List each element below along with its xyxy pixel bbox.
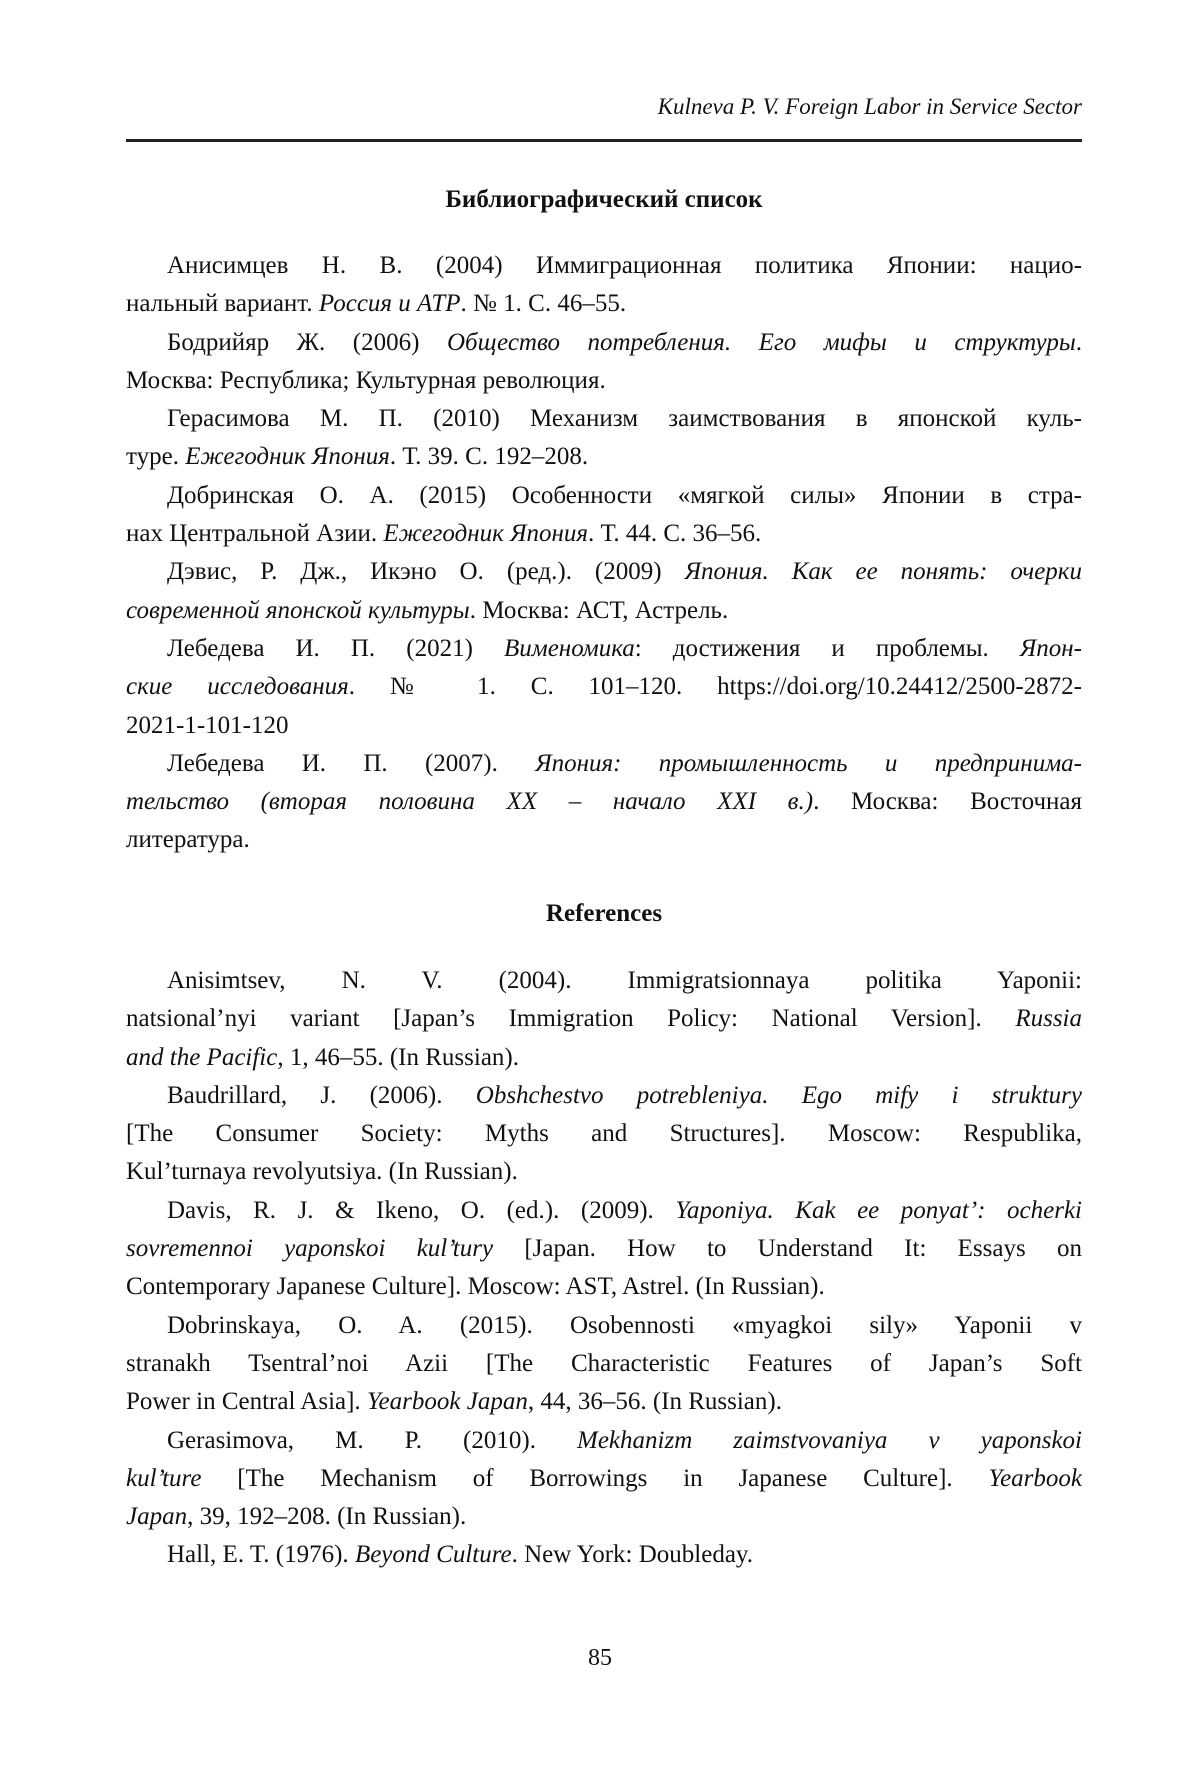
italic-title-text: Ежегодник Япония [185,443,390,470]
bibliography-heading: Библиографический список [126,186,1082,214]
references-list [126,962,1082,1575]
reference-text: stranakh Tsentral’noi Azii [The Characteristic Features of Japan’s Soft [126,1350,1082,1377]
reference-text: Лебедева И. П. (2021) [167,635,504,662]
bibliography-list [126,247,1082,860]
reference-line [126,707,1082,745]
reference-line [126,438,1082,476]
reference-text: Anisimtsev, N. V. (2004). Immigratsionnaya politika Yaponii: [167,967,1082,994]
reference-text: Москва: Республика; Культурная революция. [126,367,606,394]
reference-text: Power in Central Asia]. [126,1388,367,1415]
reference-text: Дэвис, Р. Дж., Икэно О. (ред.). (2009) [167,558,685,585]
reference-text: [The Consumer Society: Myths and Structures]. Moscow: Respublika, [126,1120,1082,1147]
reference-line [126,1039,1082,1077]
reference-line [126,477,1082,515]
reference-entry [126,630,1082,745]
reference-line [126,1345,1082,1383]
italic-title-text: Yaponiya. Kak ee ponyat’: ocherki [675,1197,1082,1224]
italic-title-text: Beyond Culture [355,1541,512,1568]
reference-text: , 39, 192–208. (In Russian). [187,1503,466,1530]
reference-text: нальный вариант. [126,290,319,317]
reference-line [126,745,1082,783]
reference-text: литература. [126,826,250,853]
reference-text: 2021-1-101-120 [126,712,288,739]
italic-title-text: Japan [126,1503,187,1530]
reference-text: туре. [126,443,185,470]
reference-entry [126,745,1082,860]
reference-text: . [1076,329,1082,356]
italic-title-text: ские исследования [126,673,349,700]
references-heading: References [126,900,1082,928]
reference-entry [126,477,1082,554]
reference-line [126,285,1082,323]
reference-line [126,592,1082,630]
reference-text: natsional’nyi variant [Japan’s Immigration Policy: National Version]. [126,1005,1015,1032]
reference-text: [The Mechanism of Borrowings in Japanese Culture]. [201,1465,988,1492]
reference-line [126,1230,1082,1268]
italic-title-text: and the Pacific [126,1044,277,1071]
reference-text: . Москва: АСТ, Астрель. [470,597,728,624]
italic-title-text: Ежегодник Япония [383,520,588,547]
italic-title-text: Mekhanizm zaimstvovaniya v yaponskoi [577,1427,1082,1454]
reference-text: . Т. 44. С. 36–56. [588,520,761,547]
reference-text: Добринская О. А. (2015) Особенности «мягкой силы» Японии в стра- [167,482,1082,509]
reference-entry [126,247,1082,324]
reference-text: Dobrinskaya, O. A. (2015). Osobennosti «myagkoi sily» Yaponii v [167,1312,1082,1339]
reference-text: . Т. 39. С. 192–208. [390,443,588,470]
italic-title-text: Вименомика [504,635,635,662]
italic-title-text: современной японской культуры [126,597,470,624]
reference-line [126,821,1082,859]
reference-text: [Japan. How to Understand It: Essays on [493,1235,1082,1262]
italic-title-text: sovremennoi yaponskoi kul’tury [126,1235,493,1262]
reference-text: . New York: Doubleday. [512,1541,753,1568]
reference-line [126,1422,1082,1460]
italic-title-text: Yearbook Japan [367,1388,528,1415]
reference-text: Davis, R. J. & Ikeno, O. (ed.). (2009). [167,1197,675,1224]
header-rule [126,139,1082,142]
italic-title-text: Russia [1015,1005,1082,1032]
reference-text: Анисимцев Н. В. (2004) Иммиграционная политика Японии: нацио- [167,252,1082,279]
italic-title-text: Yearbook [988,1465,1082,1492]
reference-entry [126,400,1082,477]
italic-title-text: Общество потребления. Его мифы и структуры [447,329,1076,356]
italic-title-text: Россия и АТР [319,290,461,317]
italic-title-text: Япония. Как ее понять: очерки [685,558,1082,585]
reference-entry [126,1307,1082,1422]
reference-text: Gerasimova, M. P. (2010). [167,1427,577,1454]
reference-line [126,324,1082,362]
italic-title-text: Obshchestvo potrebleniya. Ego mify i struktury [476,1082,1082,1109]
italic-title-text: Япония: промышленность и предпринима- [535,750,1082,777]
reference-line [126,400,1082,438]
reference-line [126,1153,1082,1191]
reference-line [126,1383,1082,1421]
reference-entry [126,553,1082,630]
reference-line [126,783,1082,821]
reference-line [126,247,1082,285]
reference-entry [126,1422,1082,1537]
reference-text: Baudrillard, J. (2006). [167,1082,476,1109]
reference-text: Contemporary Japanese Culture]. Moscow: AST, Astrel. (In Russian). [126,1273,825,1300]
reference-entry [126,1536,1082,1574]
reference-line [126,1268,1082,1306]
reference-line [126,1000,1082,1038]
reference-line [126,1498,1082,1536]
reference-text: Kul’turnaya revolyutsiya. (In Russian). [126,1158,518,1185]
reference-entry [126,324,1082,401]
running-head: Kulneva P. V. Foreign Labor in Service Sector [658,94,1082,120]
reference-line [126,1077,1082,1115]
reference-line [126,1307,1082,1345]
reference-text: Лебедева И. П. (2007). [167,750,535,777]
page-number: 85 [0,1645,1200,1672]
reference-text: , 1, 46–55. (In Russian). [277,1044,519,1071]
reference-text: . № 1. С. 46–55. [461,290,627,317]
reference-entry [126,1192,1082,1307]
reference-line [126,1536,1082,1574]
italic-title-text: тельство (вторая половина XX – начало XXI в.) [126,788,813,815]
reference-text: , 44, 36–56. (In Russian). [528,1388,782,1415]
italic-title-text: kul’ture [126,1465,201,1492]
reference-line [126,1115,1082,1153]
reference-line [126,515,1082,553]
reference-line [126,1192,1082,1230]
reference-line [126,962,1082,1000]
reference-line [126,1460,1082,1498]
reference-text: Hall, E. T. (1976). [167,1541,355,1568]
reference-line [126,553,1082,591]
reference-text: нах Центральной Азии. [126,520,383,547]
reference-line [126,362,1082,400]
reference-text: . № 1. С. 101–120. https://doi.org/10.24412/2500-2872- [349,673,1082,700]
reference-line [126,668,1082,706]
reference-line [126,630,1082,668]
reference-text: : достижения и проблемы. [635,635,1020,662]
reference-entry [126,1077,1082,1192]
italic-title-text: Япон- [1020,635,1082,662]
reference-text: Герасимова М. П. (2010) Механизм заимствования в японской куль- [167,405,1082,432]
reference-text: Бодрийяр Ж. (2006) [167,329,447,356]
reference-text: . Москва: Восточная [813,788,1082,815]
reference-entry [126,962,1082,1077]
